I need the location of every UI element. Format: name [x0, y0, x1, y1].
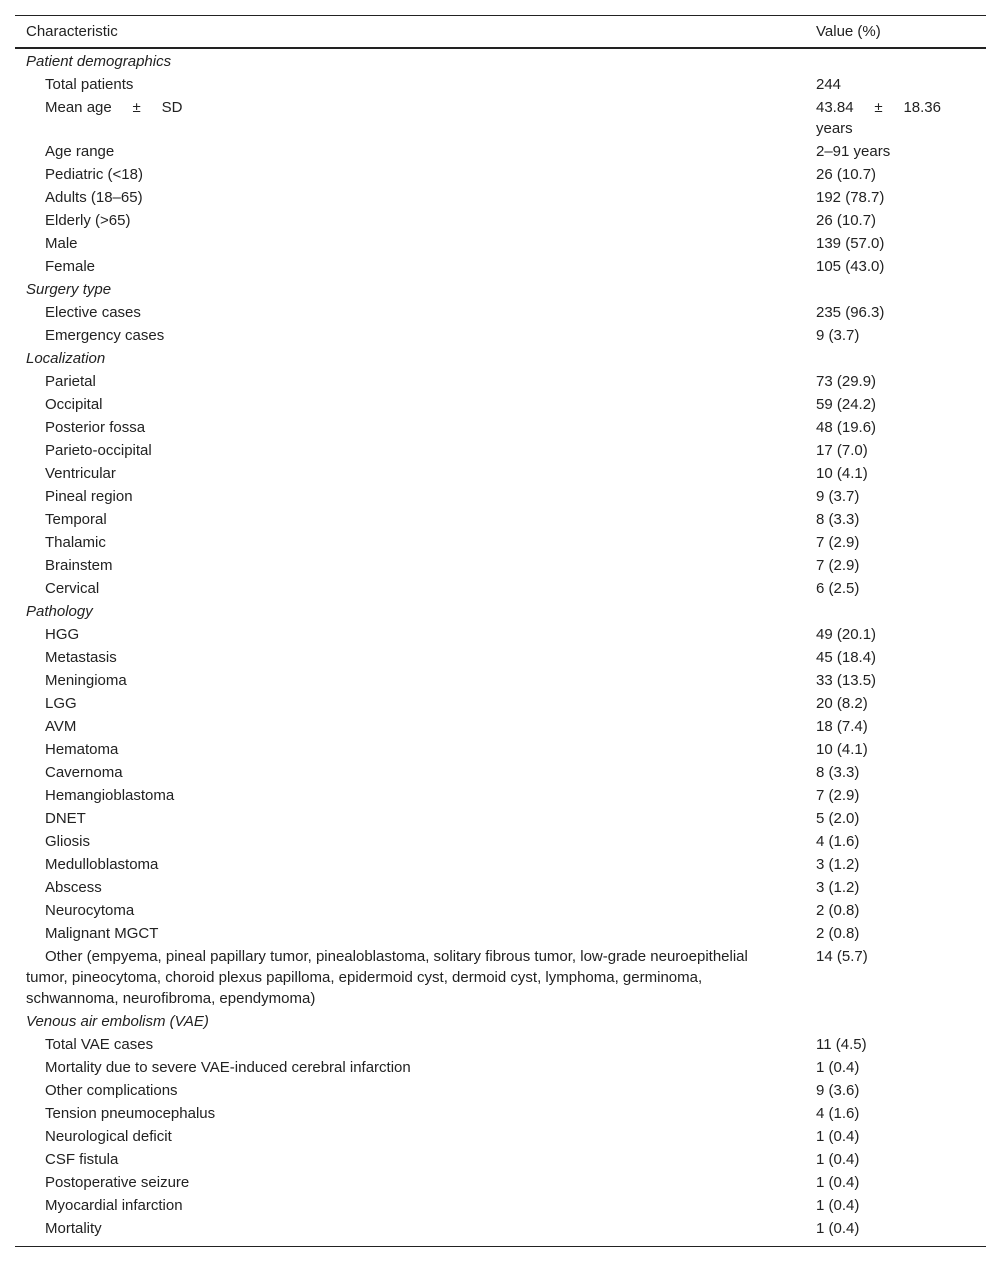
row-value-text: 59 (24.2): [816, 396, 877, 413]
row-value-text: 10 (4.1): [816, 465, 868, 482]
row-value-text: 2–91 years: [816, 143, 891, 160]
table-row: [15, 1056, 986, 1079]
row-label: Postoperative seizure: [45, 1174, 190, 1191]
row-value-text: 8 (3.3): [816, 764, 860, 781]
table-row: [15, 646, 986, 669]
row-value: [816, 532, 986, 553]
row-value: [816, 555, 986, 576]
row-label: Pineal region: [45, 488, 133, 505]
header-characteristic: Characteristic: [26, 23, 118, 40]
table-row: [15, 485, 986, 508]
row-value-text: 48 (19.6): [816, 419, 877, 436]
row-value: [816, 1149, 986, 1170]
row-label: Neurological deficit: [45, 1128, 172, 1145]
row-value-text: 105 (43.0): [816, 258, 885, 275]
row-value-text: 1 (0.4): [816, 1174, 860, 1191]
row-value-text: 10 (4.1): [816, 741, 868, 758]
table-row: [15, 577, 986, 600]
row-value: [816, 509, 986, 530]
table-row: [15, 669, 986, 692]
table-row: [15, 807, 986, 830]
row-value: [816, 97, 986, 139]
row-value-text: 7 (2.9): [816, 534, 860, 551]
row-label: Elderly (>65): [45, 212, 131, 229]
table-row: [15, 1125, 986, 1148]
row-value: [816, 417, 986, 438]
table-row: [15, 439, 986, 462]
row-value: [816, 877, 986, 898]
row-value: [816, 440, 986, 461]
table-row: [15, 1102, 986, 1125]
table-row: [15, 623, 986, 646]
row-value-text: 1 (0.4): [816, 1197, 860, 1214]
row-label: Total VAE cases: [45, 1036, 154, 1053]
row-value: [816, 647, 986, 668]
table-row: [15, 876, 986, 899]
row-value: [816, 210, 986, 231]
row-value: [816, 256, 986, 277]
row-label: Female: [45, 258, 96, 275]
row-label: Neurocytoma: [45, 902, 135, 919]
row-value: [816, 693, 986, 714]
row-value-text: 33 (13.5): [816, 672, 877, 689]
row-value: [816, 670, 986, 691]
row-label: AVM: [45, 718, 77, 735]
row-label: Cervical: [45, 580, 100, 597]
row-value: [816, 578, 986, 599]
table-row: [15, 393, 986, 416]
row-label: Other complications: [45, 1082, 178, 1099]
row-value: [816, 164, 986, 185]
row-value: [816, 233, 986, 254]
row-label: Total patients: [45, 76, 134, 93]
table-body: [15, 50, 986, 1240]
row-label: Pediatric (<18): [45, 166, 143, 183]
row-value-text: 9 (3.7): [816, 488, 860, 505]
table-row: [15, 1171, 986, 1194]
row-label: Meningioma: [45, 672, 127, 689]
row-value: [816, 854, 986, 875]
row-value: [816, 716, 986, 737]
row-value-text: 7 (2.9): [816, 787, 860, 804]
row-label: Age range: [45, 143, 115, 160]
row-label: LGG: [45, 695, 77, 712]
row-value: [816, 486, 986, 507]
row-value: [816, 624, 986, 645]
table-row: [15, 554, 986, 577]
table-row: [15, 96, 986, 140]
row-label: Posterior fossa: [45, 419, 146, 436]
row-value: [816, 1057, 986, 1078]
row-label: Cavernoma: [45, 764, 123, 781]
row-value-text: 9 (3.7): [816, 327, 860, 344]
row-label: Medulloblastoma: [45, 856, 159, 873]
row-label: Brainstem: [45, 557, 113, 574]
row-value-text: 20 (8.2): [816, 695, 868, 712]
row-label: Thalamic: [45, 534, 106, 551]
row-value-text: 2 (0.8): [816, 902, 860, 919]
row-value-text: 235 (96.3): [816, 304, 885, 321]
table-row: [15, 416, 986, 439]
row-label: Parietal: [45, 373, 96, 390]
row-value-text: 3 (1.2): [816, 879, 860, 896]
row-value: [816, 74, 986, 95]
row-value: [816, 831, 986, 852]
row-value-text: 49 (20.1): [816, 626, 877, 643]
row-value: [816, 394, 986, 415]
row-value-text: 1 (0.4): [816, 1059, 860, 1076]
row-value: [816, 1126, 986, 1147]
row-value-text: 9 (3.6): [816, 1082, 860, 1099]
table-row: [15, 73, 986, 96]
table-row: [15, 255, 986, 278]
row-label: Emergency cases: [45, 327, 165, 344]
row-value-text: 4 (1.6): [816, 833, 860, 850]
table-row: [15, 853, 986, 876]
row-value-text: 26 (10.7): [816, 212, 877, 229]
section-heading: Pathology: [26, 603, 93, 620]
row-value: [816, 1172, 986, 1193]
table-row: [15, 738, 986, 761]
table-row: [15, 163, 986, 186]
row-value-text: 1 (0.4): [816, 1151, 860, 1168]
row-label: Mortality: [45, 1220, 102, 1237]
table-row: [15, 232, 986, 255]
row-label: Mean age ± SD: [45, 99, 183, 116]
row-value-text: 45 (18.4): [816, 649, 877, 666]
row-label: Other (empyema, pineal papillary tumor, pinealoblastoma, solitary fibrous tumor, low-grade neuroepithelial tumor, pineocytoma, choroid plexus papilloma, epidermoid cyst, dermoid cyst, lymphoma, germinoma, schwannoma, neurofibroma, ependymoma): [26, 948, 748, 1007]
row-value-text: 18 (7.4): [816, 718, 868, 735]
row-value-text: 1 (0.4): [816, 1128, 860, 1145]
row-label: Abscess: [45, 879, 102, 896]
row-value-text: 7 (2.9): [816, 557, 860, 574]
row-value: [816, 141, 986, 162]
row-value-text: 244: [816, 76, 842, 93]
row-value-text: 11 (4.5): [816, 1036, 867, 1053]
row-value: [816, 463, 986, 484]
row-value: [816, 785, 986, 806]
row-label: Mortality due to severe VAE-induced cerebral infarction: [45, 1059, 411, 1076]
section-heading: Surgery type: [26, 281, 112, 298]
table-row: [15, 761, 986, 784]
bottom-rule: [15, 1246, 986, 1247]
table-row: [15, 462, 986, 485]
row-value: [816, 302, 986, 323]
characteristics-table: [15, 15, 986, 1247]
row-label: DNET: [45, 810, 86, 827]
row-value-text: 192 (78.7): [816, 189, 885, 206]
table-row: [15, 140, 986, 163]
section-heading: Localization: [26, 350, 106, 367]
table-row: [15, 692, 986, 715]
row-label: Occipital: [45, 396, 103, 413]
table-row: [15, 508, 986, 531]
row-value-text: 14 (5.7): [816, 948, 868, 965]
table-row: [15, 186, 986, 209]
row-label: Elective cases: [45, 304, 141, 321]
row-value-text: 5 (2.0): [816, 810, 860, 827]
row-value: [816, 187, 986, 208]
table-row: [15, 1079, 986, 1102]
table-row: [15, 830, 986, 853]
table-row: [15, 1033, 986, 1056]
row-value-text: 43.84 ± 18.36 years: [816, 99, 941, 137]
table-row: [15, 899, 986, 922]
row-label: Malignant MGCT: [45, 925, 159, 942]
row-value: [816, 1034, 986, 1055]
row-value: [816, 1195, 986, 1216]
table-row: [15, 715, 986, 738]
row-label: Adults (18–65): [45, 189, 143, 206]
table-row: [15, 209, 986, 232]
table-row: [15, 1148, 986, 1171]
row-value-text: 6 (2.5): [816, 580, 860, 597]
table-row: [15, 1194, 986, 1217]
row-value-text: 4 (1.6): [816, 1105, 860, 1122]
row-label: Male: [45, 235, 78, 252]
row-label: Myocardial infarction: [45, 1197, 183, 1214]
row-value: [816, 371, 986, 392]
row-value-text: 17 (7.0): [816, 442, 868, 459]
table-row: [15, 922, 986, 945]
row-value-text: 8 (3.3): [816, 511, 860, 528]
row-value-text: 139 (57.0): [816, 235, 885, 252]
row-value: [816, 946, 986, 1009]
row-label: HGG: [45, 626, 80, 643]
table-row: [15, 324, 986, 347]
row-value-text: 3 (1.2): [816, 856, 860, 873]
row-value-text: 26 (10.7): [816, 166, 877, 183]
row-value: [816, 1218, 986, 1239]
row-label: Metastasis: [45, 649, 117, 666]
table-row: [15, 531, 986, 554]
row-value: [816, 739, 986, 760]
row-label: Temporal: [45, 511, 107, 528]
row-value-text: 2 (0.8): [816, 925, 860, 942]
row-label: Parieto-occipital: [45, 442, 152, 459]
row-value: [816, 900, 986, 921]
row-value-text: 1 (0.4): [816, 1220, 860, 1237]
row-label: Hematoma: [45, 741, 119, 758]
row-label: Ventricular: [45, 465, 116, 482]
table-row: [15, 301, 986, 324]
row-label: Hemangioblastoma: [45, 787, 175, 804]
row-label: Tension pneumocephalus: [45, 1105, 216, 1122]
row-value: [816, 923, 986, 944]
table-row: [15, 945, 986, 1010]
table-row: [15, 784, 986, 807]
table-row: [15, 370, 986, 393]
row-value: [816, 1080, 986, 1101]
row-label: Gliosis: [45, 833, 91, 850]
row-label: CSF fistula: [45, 1151, 119, 1168]
row-value: [816, 762, 986, 783]
row-value-text: 73 (29.9): [816, 373, 877, 390]
row-value: [816, 325, 986, 346]
header-rule: [15, 47, 986, 49]
row-value: [816, 808, 986, 829]
row-value: [816, 1103, 986, 1124]
header-value: Value (%): [816, 23, 881, 40]
table-row: [15, 1217, 986, 1240]
section-heading: Patient demographics: [26, 53, 172, 70]
section-heading: Venous air embolism (VAE): [26, 1013, 209, 1030]
table-header: [15, 16, 986, 47]
